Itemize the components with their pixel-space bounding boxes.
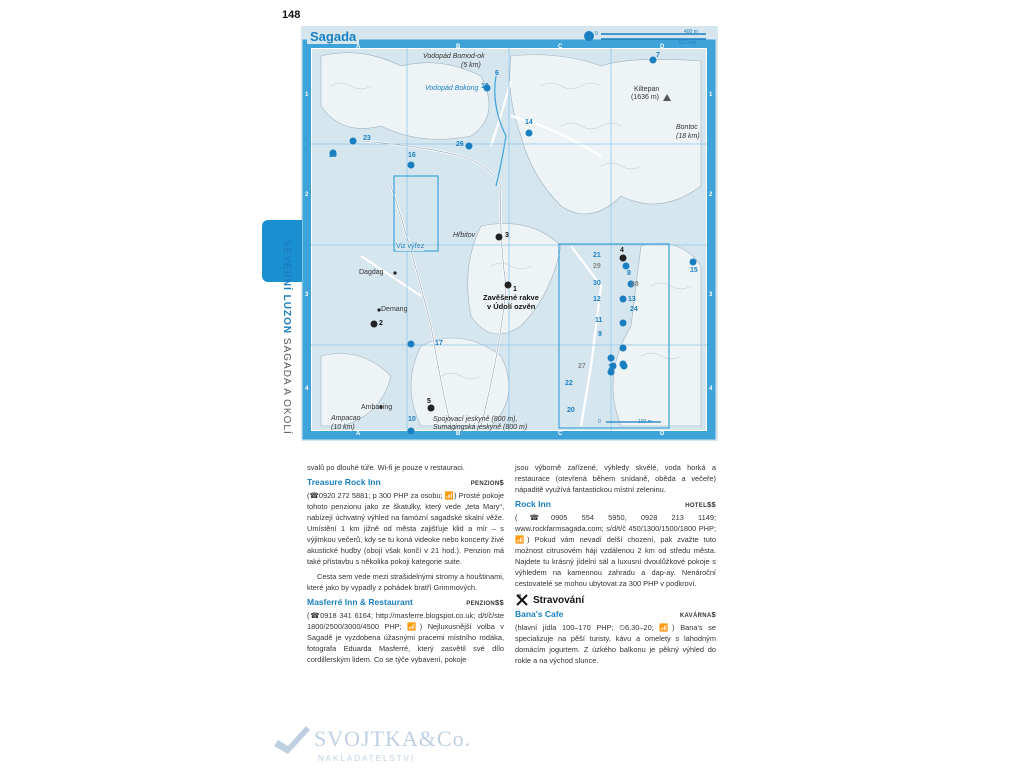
label-bontoc: Bontoc: [676, 124, 698, 131]
sagada-map: [301, 26, 718, 441]
marker-24: 24: [630, 306, 638, 313]
label-viz-vyrez: Viz výřez: [396, 243, 425, 250]
publisher-logo-icon: [270, 720, 314, 760]
marker-8: 8: [627, 270, 631, 277]
entry-description: (☎0918 341 6164; http://masferre.blogspot.co.uk; d/t/č/ste 1800/2500/3000/4500 PHP; 📶) Nejluxusnější volba v Sagadě je vyzdobena úžasnými pracemi místního rodáka, fotografa Eduarda Masferré, který zasvětil své dílo cordillerským lidem. Co se týče vybavení, pokoje: [307, 611, 504, 664]
marker-5: 5: [427, 398, 431, 405]
marker-2: 2: [379, 320, 383, 327]
marker-29: 29: [593, 263, 601, 270]
entry-description: (☎0920 272 5881; p 300 PHP za osobu; 📶) Prosté pokoje tohoto penzionu jako ze škatulky, který vede „teta Mary“, nabízejí úchvatný výhled na famózní sagadské skalní věže. Umístění 1 km jižně od města zajišťuje klid a mír – s výjimkou večerů, kdy se tu koná videoke nebo koncerty živé akustické hudby (obojí však končí v 21 hod.). Penzion má také přístavbu s několika pokoji kategorie suite.: [307, 491, 504, 566]
chapter-sidebar: [268, 240, 298, 436]
watermark-sub: NAKLADATELSTVÍ: [318, 754, 416, 763]
marker-7: 7: [656, 52, 660, 59]
sidebar-sub: SAGADA A OKOLÍ: [281, 337, 292, 435]
marker-22: 22: [565, 380, 573, 387]
entry-banas-cafe: [515, 609, 716, 622]
label-udoli-ozven: v Údolí ozvěn: [487, 302, 536, 311]
grid-col-a-bottom: A: [356, 431, 361, 437]
grid-col-d-bottom: D: [660, 431, 665, 437]
marker-6: 6: [495, 70, 499, 77]
inset-scale-zero: 0: [598, 419, 601, 425]
marker-20: 20: [567, 407, 575, 414]
grid-row-3-right: 3: [709, 292, 713, 298]
entry-type: PENZION: [466, 601, 496, 607]
marker-25: 25: [329, 152, 337, 159]
marker-21: 21: [593, 252, 601, 259]
entry-name: Bana's Cafe: [515, 609, 564, 619]
grid-row-1: 1: [305, 92, 309, 98]
marker-3: 3: [505, 232, 509, 239]
label-vodopad-bomod-km: (5 km): [461, 62, 481, 69]
grid-row-1-right: 1: [709, 92, 713, 98]
label-sumagingska-jeskyne: Sumagingská jeskyně (800 m): [433, 424, 528, 431]
scale-zero: 0: [595, 31, 598, 37]
page-number: 148: [282, 9, 301, 21]
marker-13: 13: [628, 296, 636, 303]
entry-price: $$: [495, 598, 504, 607]
marker-4: 4: [620, 247, 624, 254]
entry-name: Masferré Inn & Restaurant: [307, 597, 413, 607]
label-hrbitov: Hřbitov: [453, 232, 476, 239]
section-title: Stravování: [533, 594, 585, 606]
grid-row-2: 2: [305, 192, 309, 198]
label-kiltepan: Kiltepan: [634, 86, 660, 93]
marker-23: 23: [363, 135, 371, 142]
text-column-1: [307, 462, 504, 669]
scale-imperial: 0,2 mile: [679, 40, 697, 46]
marker-11: 11: [595, 317, 603, 324]
marker-1: 1: [513, 286, 517, 293]
grid-col-c-bottom: C: [558, 431, 563, 437]
map-title: Sagada: [307, 29, 359, 44]
entry-name: Rock Inn: [515, 499, 551, 509]
marker-12: 12: [593, 296, 601, 303]
label-ampacao-km: (10 km): [331, 424, 355, 431]
entry-description: (☎0905 554 5950, 0928 213 1149; www.rockfarmsagada.com; s/d/t/č 450/1300/1500/1800 PHP; 📶) Pokud vám nevadí delší chození, pak zvažte tuto možnost citrusovém háji vzdálenou 2 km od středu města. Najdete tu krásný jídelní sál a luxusní dvoulůžkové pokoje s výhledem na kamennou zahradu a dap-ay. Nenároční cestovatelé se mohou ubytovat za 300 PHP v podkroví.: [515, 513, 716, 588]
label-demang: Demang: [381, 306, 408, 313]
entry-price: $$: [707, 500, 716, 509]
entry-description-2: Cesta sem vede mezi strašidelnými stromy a houštinami, které jako by vypadly z pohádek bratří Grimmových.: [307, 572, 504, 592]
marker-9: 9: [598, 331, 602, 338]
grid-row-2-right: 2: [709, 192, 713, 198]
scale-metric: 400 m: [684, 29, 698, 35]
entry-price: $: [711, 610, 716, 619]
label-bontoc-km: (18 km): [676, 133, 700, 140]
label-zavesene-rakve: Zavěšené rakve: [483, 293, 539, 302]
grid-row-4: 4: [305, 386, 309, 392]
grid-col-b: B: [456, 44, 461, 50]
col1-intro: svalů po dlouhé túře. Wi-fi je pouze v restauraci.: [307, 463, 465, 472]
text-column-2: [515, 462, 716, 670]
label-vodopad-bokong: Vodopád Bokong: [425, 85, 479, 92]
grid-col-b-bottom: B: [456, 431, 461, 437]
marker-16: 16: [408, 152, 416, 159]
grid-col-c: C: [558, 44, 563, 50]
label-ambasing: Ambasing: [361, 404, 393, 411]
grid-col-a: A: [356, 44, 361, 50]
col2-intro: jsou výborně zařízené, výhledy skvělé, voda horká a restaurace (otevřená během snídaně, oběda a večeře) nápaditě využívá fantastickou místní zeleninu.: [515, 463, 716, 494]
grid-row-3: 3: [305, 292, 309, 298]
marker-10: 10: [408, 416, 416, 423]
marker-26: 26: [456, 141, 464, 148]
marker-18: 18: [608, 364, 616, 371]
marker-28: 28: [631, 281, 639, 288]
grid-col-d: D: [660, 44, 665, 50]
entry-description: (hlavní jídla 100–170 PHP; ⏲6.30–20; 📶) Bana's se specializuje na pěší turisty, kávu a omelety s lahodným domácím jogurtem. Z úzkého balkonu je pěkný výhled do rokle a na východ slunce.: [515, 623, 716, 665]
label-kiltepan-m: (1636 m): [631, 94, 660, 101]
label-dagdag: Dagdag: [359, 269, 384, 276]
marker-15: 15: [690, 267, 698, 274]
marker-17: 17: [435, 340, 443, 347]
grid-row-4-right: 4: [709, 386, 713, 392]
marker-14: 14: [525, 119, 533, 126]
entry-treasure-rock-inn: [307, 477, 504, 490]
entry-price: $: [499, 478, 504, 487]
fork-knife-icon: [515, 593, 529, 607]
label-vodopad-bomod: Vodopád Bomod-ok: [423, 53, 485, 60]
entry-type: PENZION: [470, 481, 500, 487]
label-ampacao: Ampacao: [331, 415, 361, 422]
entry-type: HOTEL: [685, 503, 708, 509]
marker-19: 19: [481, 83, 489, 90]
entry-masferre: [307, 597, 504, 610]
sidebar-region: SEVERNÍ LUZON: [281, 240, 292, 335]
section-heading: [515, 593, 716, 607]
entry-name: Treasure Rock Inn: [307, 477, 381, 487]
marker-27: 27: [578, 363, 586, 370]
label-spojovaci-jeskyne: Spojovací jeskyně (800 m),: [433, 416, 518, 423]
marker-30: 30: [593, 280, 601, 287]
inset-scale-metric: 100 m: [638, 419, 652, 425]
publisher-watermark: [270, 720, 472, 768]
entry-type: KAVÁRNA: [679, 613, 712, 619]
entry-rock-inn: [515, 499, 716, 512]
watermark-brand: SVOJTKA&Co.: [314, 726, 472, 751]
